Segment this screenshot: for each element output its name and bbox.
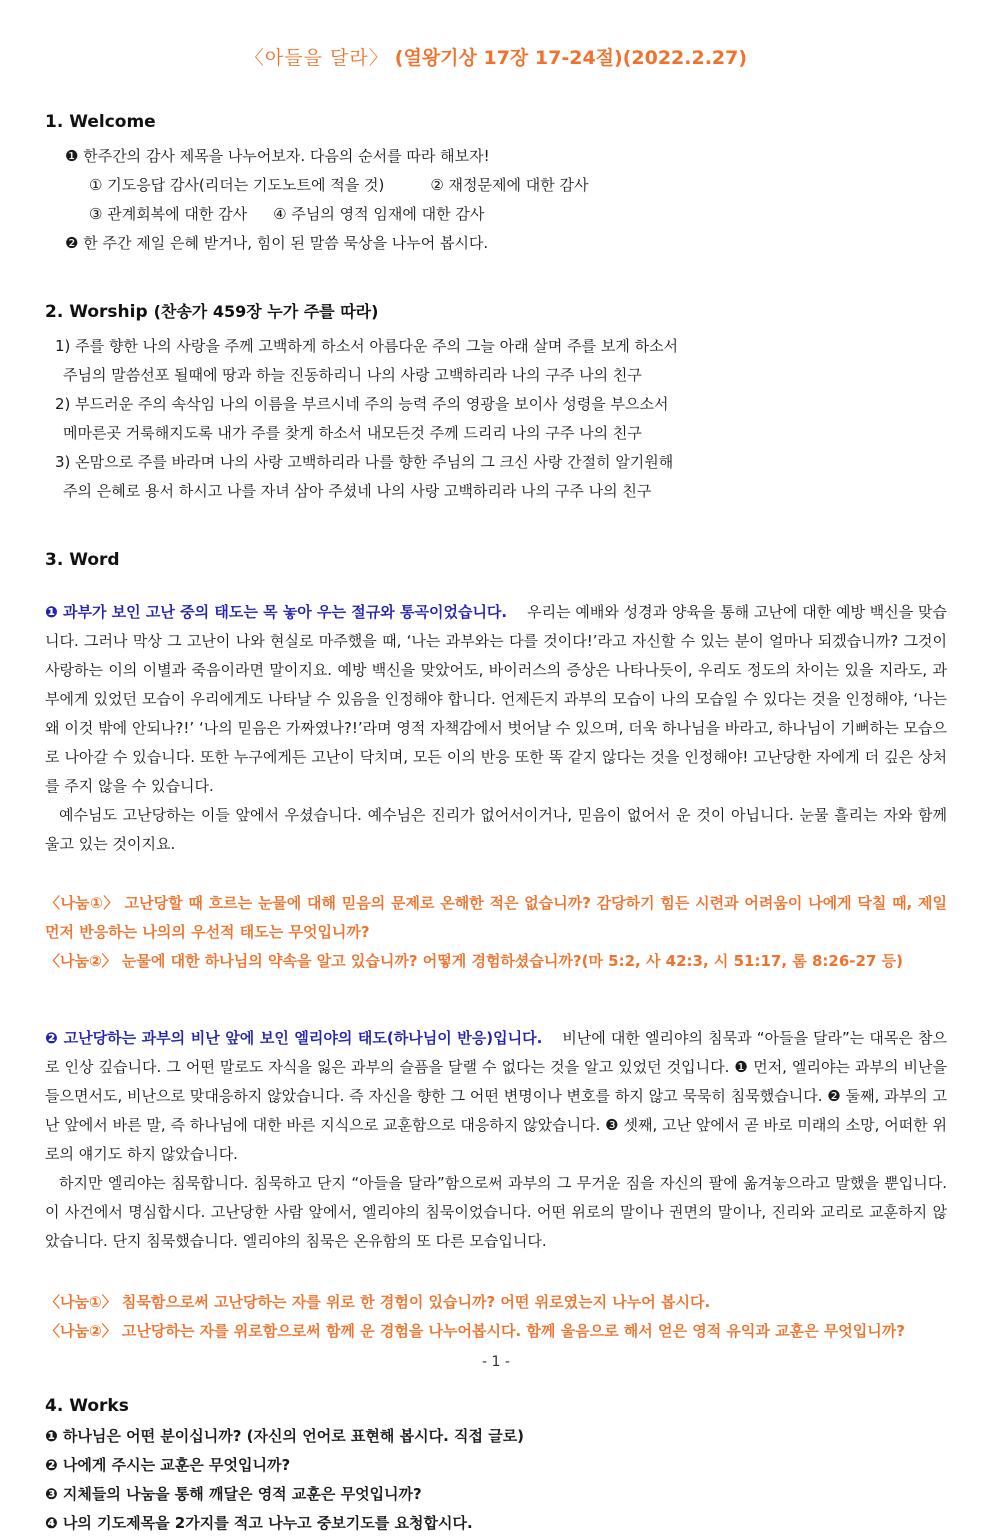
welcome-sub-2a: ③ 관계회복에 대한 감사: [89, 205, 248, 223]
worship-lyric-line: 2) 부드러운 주의 속삭임 나의 이름을 부르시네 주의 능력 주의 영광을 보이사 성령을 부으소서: [55, 395, 669, 413]
share-block-2: [45, 1288, 947, 1346]
word-heading: 3. Word: [45, 550, 120, 570]
works-item: ❶ 하나님은 어떤 분이십니까? (자신의 언어로 표현해 봅시다. 직접 글로): [45, 1427, 525, 1445]
section-works: [45, 1394, 947, 1538]
section-worship: [45, 300, 947, 506]
welcome-sub-2b: ④ 주님의 영적 임재에 대한 감사: [273, 205, 485, 223]
word-paragraph-2: [45, 1024, 947, 1169]
worship-lyric-line: 주님의 말씀선포 될때에 땅과 하늘 진동하리니 나의 사랑 고백하리라 나의 구주 나의 친구: [63, 366, 642, 384]
works-item: ❸ 지체들의 나눔을 통해 깨달은 영적 교훈은 무엇입니까?: [45, 1485, 422, 1503]
page-title-scripture-ref: (열왕기상 17장 17-24절)(2022.2.27): [394, 47, 748, 69]
welcome-item-1: ❶ 한주간의 감사 제목을 나누어보자. 다음의 순서를 따라 해보자!: [65, 147, 490, 165]
page-title-main: 〈아들을 달라〉: [244, 47, 389, 69]
share-block-1: [45, 889, 947, 976]
word-paragraph-1-lead: ❶ 과부가 보인 고난 중의 태도는 목 놓아 우는 절규와 통곡이었습니다.: [45, 603, 508, 621]
welcome-sub-1a: ① 기도응답 감사(리더는 기도노트에 적을 것): [89, 176, 385, 194]
worship-lyric-line: 주의 은혜로 용서 하시고 나를 자녀 삼아 주셨네 나의 사랑 고백하리라 나의 구주 나의 친구: [63, 482, 652, 500]
word-paragraph-1-body: 우리는 예배와 성경과 양육을 통해 고난에 대한 예방 백신을 맞습니다. 그러나 막상 그 고난이 나와 현실로 마주했을 때, ‘나는 과부와는 다를 것이다!’라고 자신할 수 있는 분이 얼마나 되겠습니까? 그것이 사랑하는 이의 이별과 죽음이라면 말이지요. 예방 백신을 맞았어도, 바이러스의 증상은 나타나듯이, 우리도 정도의 차이는 있을 지라도, 과부에게 있었던 모습이 우리에게도 나타날 수 있음을 인정해야 합니다. 언제든지 과부의 모습이 나의 모습일 수 있다는 것을 인정해야, ‘나는 왜 이것 밖에 안되나?!’ ‘나의 믿음은 가짜였나?!’라며 영적 자책감에서 벗어날 수 있으며, 더욱 하나님을 바라고, 하나님이 기뻐하는 모습으로 나아갈 수 있습니다. 또한 누구에게든 고난이 닥치며, 모든 이의 반응 또한 똑 같지 않다는 것을 인정해야! 고난당한 자에게 더 깊은 상처를 주지 않을 수 있습니다.: [45, 603, 947, 795]
works-item: ❷ 나에게 주시는 교훈은 무엇입니까?: [45, 1456, 291, 1474]
welcome-item-2: ❷ 한 주간 제일 은혜 받거나, 힘이 된 말씀 묵상을 나누어 봅시다.: [65, 234, 489, 252]
worship-lyric-line: 3) 온맘으로 주를 바라며 나의 사랑 고백하리라 나를 향한 주님의 그 크신 사랑 간절히 알기원해: [55, 453, 674, 471]
worship-heading: [45, 300, 947, 324]
word-paragraph-2-lead: ❷ 고난당하는 과부의 비난 앞에 보인 엘리야의 태도(하나님이 반응)입니다.: [45, 1029, 543, 1047]
welcome-sub-row-1: [45, 171, 947, 200]
worship-hymn-note: (찬송가 459장 누가 주를 따라): [153, 302, 379, 321]
welcome-heading: 1. Welcome: [45, 112, 156, 132]
welcome-sub-1b: ② 재정문제에 대한 감사: [430, 176, 589, 194]
page-title: [45, 46, 947, 70]
share-question: 〈나눔②〉 고난당하는 자를 위로함으로써 함께 운 경험을 나누어봅시다. 함께 울음으로 해서 얻은 영적 유익과 교훈은 무엇입니까?: [45, 1322, 905, 1340]
worship-heading-label: 2. Worship: [45, 302, 148, 322]
section-word: [45, 548, 947, 1346]
word-paragraph-2-body: 비난에 대한 엘리야의 침묵과 “아들을 달라”는 대목은 참으로 인상 깊습니다. 그 어떤 말로도 자식을 잃은 과부의 슬픔을 달랠 수 없다는 것을 알고 있었던 것입니다. ❶ 먼저, 엘리야는 과부의 비난을 들으면서도, 비난으로 맞대응하지 않았습니다. 즉 자신을 향한 그 어떤 변명이나 변호를 하지 않고 묵묵히 침묵했습니다. ❷ 둘째, 과부의 고난 앞에서 바른 말, 즉 하나님에 대한 바른 지식으로 교훈함으로 대응하지 않았습니다. ❸ 셋째, 고난 앞에서 곧 바로 미래의 소망, 어떠한 위로의 얘기도 하지 않았습니다.: [45, 1029, 947, 1163]
works-heading: 4. Works: [45, 1396, 129, 1416]
worship-lyric-line: 1) 주를 향한 나의 사랑을 주께 고백하게 하소서 아름다운 주의 그늘 아래 살며 주를 보게 하소서: [55, 337, 679, 355]
welcome-sub-row-2: [45, 200, 947, 229]
word-paragraph-1: [45, 598, 947, 801]
page-number: - 1 -: [482, 1354, 510, 1370]
worship-lyric-line: 메마른곳 거룩해지도록 내가 주를 찾게 하소서 내모든것 주께 드리리 나의 구주 나의 친구: [63, 424, 642, 442]
word-paragraph-1-cont: 예수님도 고난당하는 이들 앞에서 우셨습니다. 예수님은 진리가 없어서이거나, 믿음이 없어서 운 것이 아닙니다. 눈물 흘리는 자와 함께 울고 있는 것이지요.: [45, 806, 947, 853]
word-paragraph-2-cont: 하지만 엘리야는 침묵합니다. 침묵하고 단지 “아들을 달라”함으로써 과부의 그 무거운 짐을 자신의 팔에 옮겨놓으라고 말했을 뿐입니다. 이 사건에서 명심합시다. 고난당한 사람 앞에서, 엘리야의 침묵이었습니다. 어떤 위로의 말이나 권면의 말이나, 진리와 교리로 교훈하지 않았습니다. 단지 침묵했습니다. 엘리야의 침묵은 온유함의 또 다른 모습입니다.: [45, 1174, 947, 1250]
works-item: ❹ 나의 기도제목을 2가지를 적고 나누고 중보기도를 요청합시다.: [45, 1514, 473, 1532]
section-welcome: [45, 110, 947, 258]
share-question: 〈나눔①〉 침묵함으로써 고난당하는 자를 위로 한 경험이 있습니까? 어떤 위로였는지 나누어 봅시다.: [45, 1293, 711, 1311]
share-question: 〈나눔②〉 눈물에 대한 하나님의 약속을 알고 있습니까? 어떻게 경험하셨습니까?(마 5:2, 사 42:3, 시 51:17, 롬 8:26-27 등): [45, 952, 903, 970]
share-question: 〈나눔①〉 고난당할 때 흐르는 눈물에 대해 믿음의 문제로 온해한 적은 없습니까? 감당하기 힘든 시련과 어려움이 나에게 닥칠 때, 제일 먼저 반응하는 나의의 우선적 태도는 무엇입니까?: [45, 894, 947, 941]
